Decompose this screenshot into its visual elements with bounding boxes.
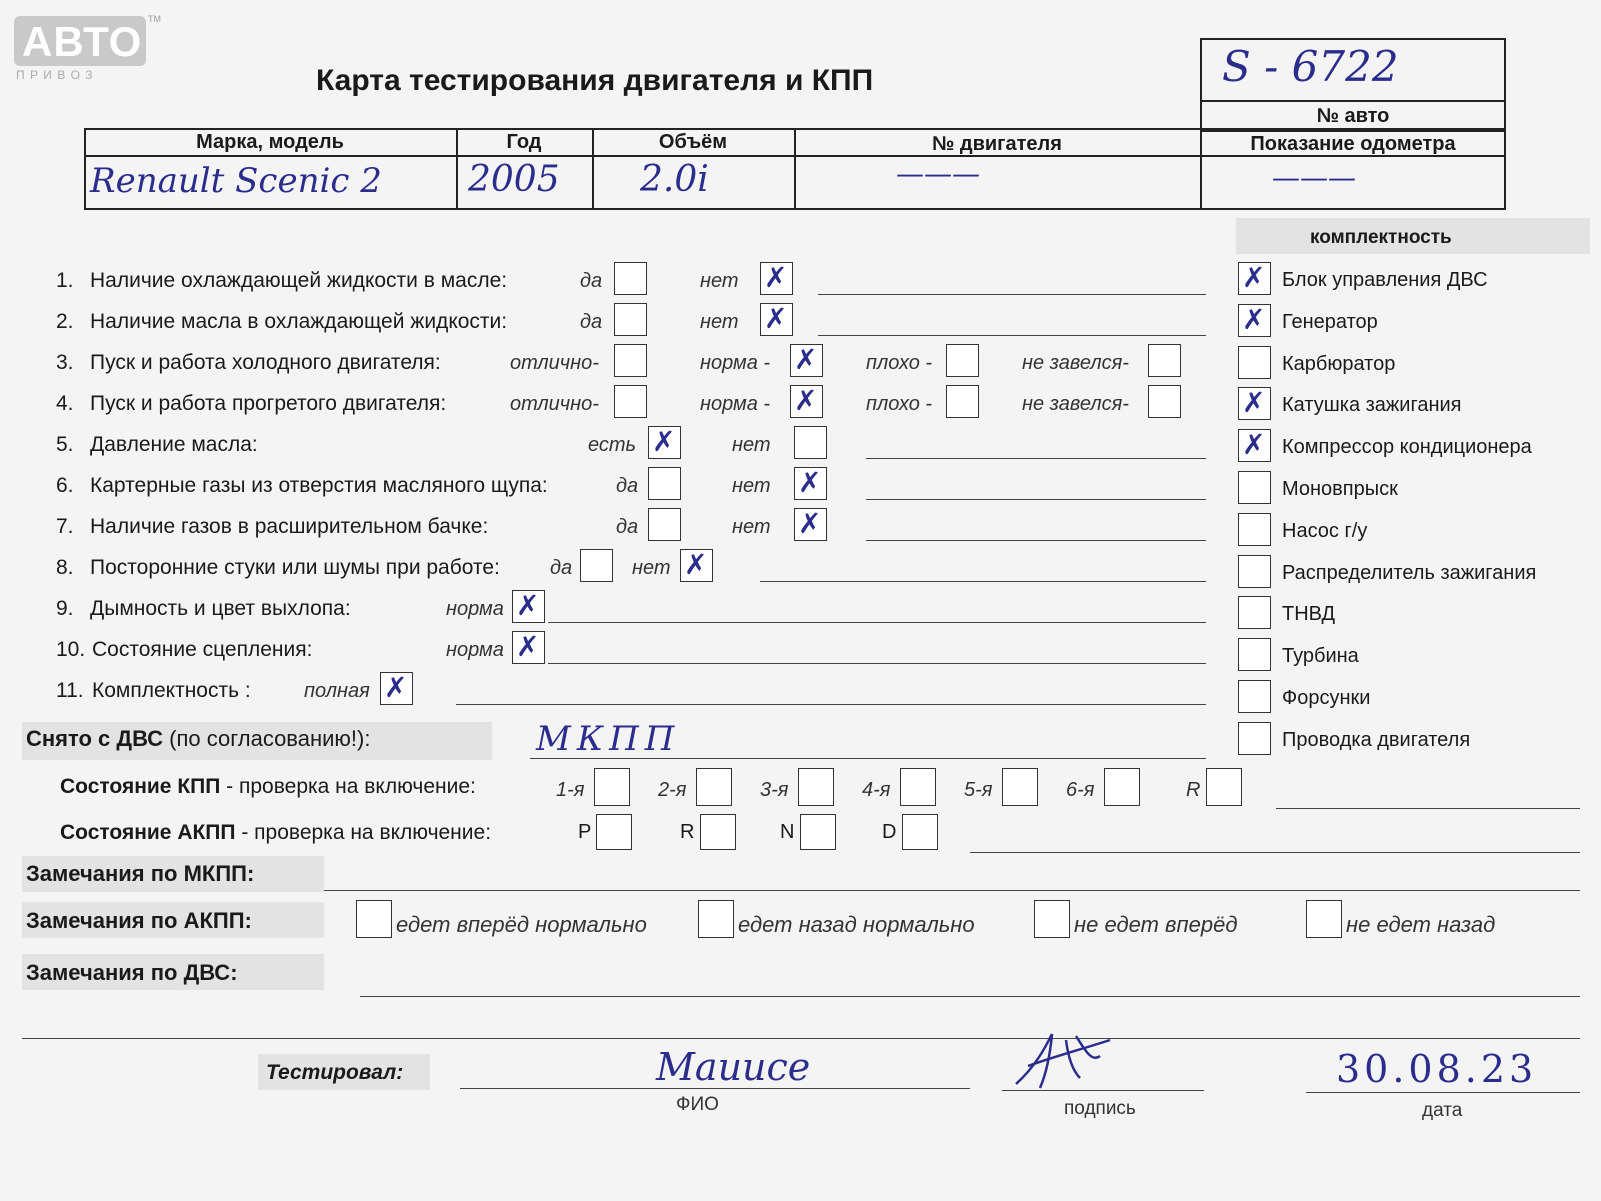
akpp-label-rest: - проверка на включение: <box>235 821 492 844</box>
remarks-dvs-label: Замечания по ДВС: <box>26 960 238 985</box>
test-notes-line[interactable] <box>866 458 1206 459</box>
test-option-label: да <box>616 475 639 497</box>
test-notes-line[interactable] <box>866 499 1206 500</box>
remarks-mkpp-line[interactable] <box>324 890 1580 891</box>
test-option-checkbox[interactable] <box>1148 344 1181 377</box>
test-number: 11. <box>56 679 84 702</box>
akpp-remark-option: едет назад нормально <box>738 912 975 937</box>
completeness-item-label: ТНВД <box>1282 603 1336 626</box>
removed-label-rest: (по согласованию!): <box>169 726 371 751</box>
completeness-item-label: Блок управления ДВС <box>1282 269 1488 291</box>
test-option-label: да <box>580 311 603 333</box>
test-label: Наличие газов в расширительном бачке: <box>90 515 489 538</box>
test-option-label: не завелся- <box>1022 352 1129 374</box>
test-option-label: да <box>616 516 639 538</box>
test-option-checkbox[interactable] <box>512 631 545 664</box>
akpp-remark-checkbox[interactable] <box>1306 900 1342 938</box>
completeness-item-label: Катушка зажигания <box>1282 394 1462 417</box>
akpp-mode-label: R <box>680 821 695 843</box>
test-option-label: норма <box>446 598 504 620</box>
completeness-checkbox[interactable] <box>1238 596 1271 629</box>
completeness-checkbox[interactable] <box>1238 429 1271 462</box>
signature-caption: подпись <box>1064 1098 1136 1119</box>
date-caption: дата <box>1422 1100 1463 1121</box>
kpp-gear-checkbox[interactable] <box>1206 768 1242 806</box>
remarks-dvs-line[interactable] <box>360 996 1580 997</box>
test-option-checkbox[interactable] <box>614 385 647 418</box>
test-notes-line[interactable] <box>548 622 1206 623</box>
completeness-item-label: Компрессор кондиционера <box>1282 436 1532 459</box>
completeness-checkbox[interactable] <box>1238 513 1271 546</box>
test-option-checkbox[interactable] <box>512 590 545 623</box>
test-option-label: норма - <box>700 352 771 374</box>
test-label: Пуск и работа холодного двигателя: <box>90 351 441 374</box>
completeness-checkbox[interactable] <box>1238 680 1271 713</box>
kpp-gear-label: 3-я <box>760 779 789 801</box>
tested-label: Тестировал: <box>266 1061 404 1084</box>
test-number: 10. <box>56 638 86 661</box>
value-volume: 2.0i <box>640 159 709 200</box>
completeness-checkbox[interactable] <box>1238 555 1271 588</box>
kpp-gear-checkbox[interactable] <box>900 768 936 806</box>
test-notes-line[interactable] <box>818 335 1206 336</box>
test-number: 6. <box>56 474 74 497</box>
test-option-checkbox[interactable] <box>614 262 647 295</box>
test-notes-line[interactable] <box>548 663 1206 664</box>
akpp-mode-checkbox[interactable] <box>902 814 938 850</box>
remarks-mkpp-label: Замечания по МКПП: <box>26 861 255 886</box>
akpp-remark-option: не едет вперёд <box>1074 912 1238 937</box>
test-option-checkbox[interactable] <box>648 508 681 541</box>
test-label: Наличие охлаждающей жидкости в масле: <box>90 269 508 292</box>
kpp-gear-label: 1-я <box>556 779 585 801</box>
akpp-label-bold: Состояние АКПП <box>60 821 236 844</box>
fio-caption: ФИО <box>676 1094 719 1115</box>
kpp-gear-checkbox[interactable] <box>594 768 630 806</box>
test-option-label: полная <box>304 680 370 702</box>
removed-label-bold: Снято с ДВС <box>26 726 164 751</box>
test-option-label: нет <box>732 516 771 538</box>
test-number: 2. <box>56 310 74 333</box>
test-number: 4. <box>56 392 74 415</box>
kpp-label <box>60 776 476 797</box>
completeness-item-label: Распределитель зажигания <box>1282 561 1537 584</box>
test-option-label: нет <box>700 311 739 333</box>
test-option-label: да <box>580 270 603 292</box>
akpp-mode-label: N <box>780 821 795 843</box>
test-number: 5. <box>56 433 74 456</box>
test-option-label: плохо - <box>866 352 933 374</box>
label-make-model: Марка, модель <box>196 131 344 153</box>
test-number: 8. <box>56 556 74 579</box>
test-notes-line[interactable] <box>818 294 1206 295</box>
test-option-label: есть <box>588 434 637 456</box>
test-option-checkbox[interactable] <box>760 262 793 295</box>
akpp-mode-label: D <box>882 821 897 843</box>
logo-tm: TM <box>148 14 161 24</box>
remarks-extra-line[interactable] <box>22 1038 1580 1039</box>
test-label: Дымность и цвет выхлопа: <box>90 597 351 620</box>
kpp-gear-label: R <box>1186 779 1201 801</box>
auto-number-handwritten: S - 6722 <box>1222 42 1399 91</box>
kpp-gear-label: 2-я <box>658 779 687 801</box>
test-option-label: плохо - <box>866 393 933 415</box>
test-notes-line[interactable] <box>866 540 1206 541</box>
test-option-label: отлично- <box>510 393 599 415</box>
logo-main: АВТО <box>22 18 143 65</box>
removed-value: МКПП <box>536 719 681 759</box>
value-odometer: ——— <box>1272 161 1356 194</box>
completeness-item-label: Проводка двигателя <box>1282 728 1471 751</box>
test-option-checkbox[interactable] <box>946 344 979 377</box>
completeness-checkbox[interactable] <box>1238 387 1271 420</box>
value-engine-number: ——— <box>896 157 980 190</box>
signature <box>1006 1026 1116 1096</box>
akpp-remark-option: едет вперёд нормально <box>396 912 647 937</box>
label-auto-number: № авто <box>1316 105 1390 127</box>
label-odometer: Показание одометра <box>1250 133 1456 155</box>
kpp-gear-label: 6-я <box>1066 779 1095 801</box>
kpp-gear-label: 4-я <box>862 779 891 801</box>
akpp-mode-checkbox[interactable] <box>800 814 836 850</box>
kpp-label-bold: Состояние КПП <box>60 775 221 798</box>
test-option-label: не завелся- <box>1022 393 1129 415</box>
value-make-model: Renault Scenic 2 <box>90 161 382 201</box>
completeness-checkbox[interactable] <box>1238 262 1271 295</box>
akpp-remark-option: не едет назад <box>1346 912 1496 937</box>
kpp-gear-label: 5-я <box>964 779 993 801</box>
completeness-item-label: Форсунки <box>1282 687 1371 709</box>
akpp-mode-checkbox[interactable] <box>700 814 736 850</box>
test-option-checkbox[interactable] <box>794 467 827 500</box>
completeness-item-label: Турбина <box>1282 645 1359 668</box>
test-option-label: да <box>550 557 573 579</box>
test-option-checkbox[interactable] <box>790 385 823 418</box>
test-option-checkbox[interactable] <box>614 303 647 336</box>
label-engine-number: № двигателя <box>932 133 1062 155</box>
test-option-checkbox[interactable] <box>648 426 681 459</box>
test-number: 3. <box>56 351 74 374</box>
test-label: Пуск и работа прогретого двигателя: <box>90 392 447 415</box>
test-option-checkbox[interactable] <box>794 426 827 459</box>
akpp-mode-checkbox[interactable] <box>596 814 632 850</box>
test-label: Давление масла: <box>90 433 258 456</box>
test-number: 7. <box>56 515 74 538</box>
akpp-remark-checkbox[interactable] <box>698 900 734 938</box>
test-option-label: норма - <box>700 393 771 415</box>
completeness-item-label: Насос г/у <box>1282 519 1368 542</box>
test-label: Состояние сцепления: <box>92 638 313 661</box>
test-option-label: нет <box>732 434 771 456</box>
test-option-label: нет <box>700 270 739 292</box>
completeness-checkbox[interactable] <box>1238 304 1271 337</box>
kpp-label-rest: - проверка на включение: <box>220 775 476 798</box>
completeness-checkbox[interactable] <box>1238 638 1271 671</box>
remarks-akpp-label: Замечания по АКПП: <box>26 908 252 933</box>
logo-sub: П Р И В О З <box>16 68 94 82</box>
completeness-checkbox[interactable] <box>1238 722 1271 755</box>
logo <box>14 16 146 66</box>
test-option-checkbox[interactable] <box>760 303 793 336</box>
kpp-gear-checkbox[interactable] <box>798 768 834 806</box>
test-option-checkbox[interactable] <box>1148 385 1181 418</box>
completeness-title: комплектность <box>1310 227 1452 248</box>
test-option-label: отлично- <box>510 352 599 374</box>
akpp-mode-label: P <box>578 821 592 843</box>
completeness-item-label: Карбюратор <box>1282 352 1396 375</box>
removed-label <box>26 728 370 750</box>
test-option-checkbox[interactable] <box>790 344 823 377</box>
test-option-checkbox[interactable] <box>946 385 979 418</box>
label-year: Год <box>506 131 542 153</box>
test-label: Наличие масла в охлаждающей жидкости: <box>90 310 508 333</box>
test-label: Комплектность : <box>92 679 251 702</box>
completeness-item-label: Генератор <box>1282 310 1378 333</box>
test-label: Посторонние стуки или шумы при работе: <box>90 556 500 579</box>
akpp-remark-checkbox[interactable] <box>1034 900 1070 938</box>
tester-name-handwritten: Maиисe <box>656 1045 811 1089</box>
test-number: 1. <box>56 269 74 292</box>
test-number: 9. <box>56 597 74 620</box>
test-option-checkbox[interactable] <box>380 672 413 705</box>
page-title: Карта тестирования двигателя и КПП <box>316 64 874 97</box>
akpp-label <box>60 822 491 843</box>
value-year: 2005 <box>468 159 560 200</box>
completeness-item-label: Моновпрыск <box>1282 478 1398 500</box>
test-notes-line[interactable] <box>760 581 1206 582</box>
test-option-label: нет <box>632 557 671 579</box>
kpp-gear-checkbox[interactable] <box>1002 768 1038 806</box>
completeness-checkbox[interactable] <box>1238 346 1271 379</box>
completeness-checkbox[interactable] <box>1238 471 1271 504</box>
test-option-checkbox[interactable] <box>794 508 827 541</box>
kpp-gear-checkbox[interactable] <box>696 768 732 806</box>
test-option-checkbox[interactable] <box>614 344 647 377</box>
test-option-label: нет <box>732 475 771 497</box>
test-option-checkbox[interactable] <box>648 467 681 500</box>
akpp-remark-checkbox[interactable] <box>356 900 392 938</box>
kpp-gear-checkbox[interactable] <box>1104 768 1140 806</box>
label-volume: Объём <box>658 131 728 153</box>
test-label: Картерные газы из отверстия масляного щупа: <box>90 474 548 497</box>
test-option-checkbox[interactable] <box>680 549 713 582</box>
test-option-label: норма <box>446 639 504 661</box>
date-handwritten: 30.08.23 <box>1336 1047 1538 1091</box>
test-option-checkbox[interactable] <box>580 549 613 582</box>
test-notes-line[interactable] <box>456 704 1206 705</box>
